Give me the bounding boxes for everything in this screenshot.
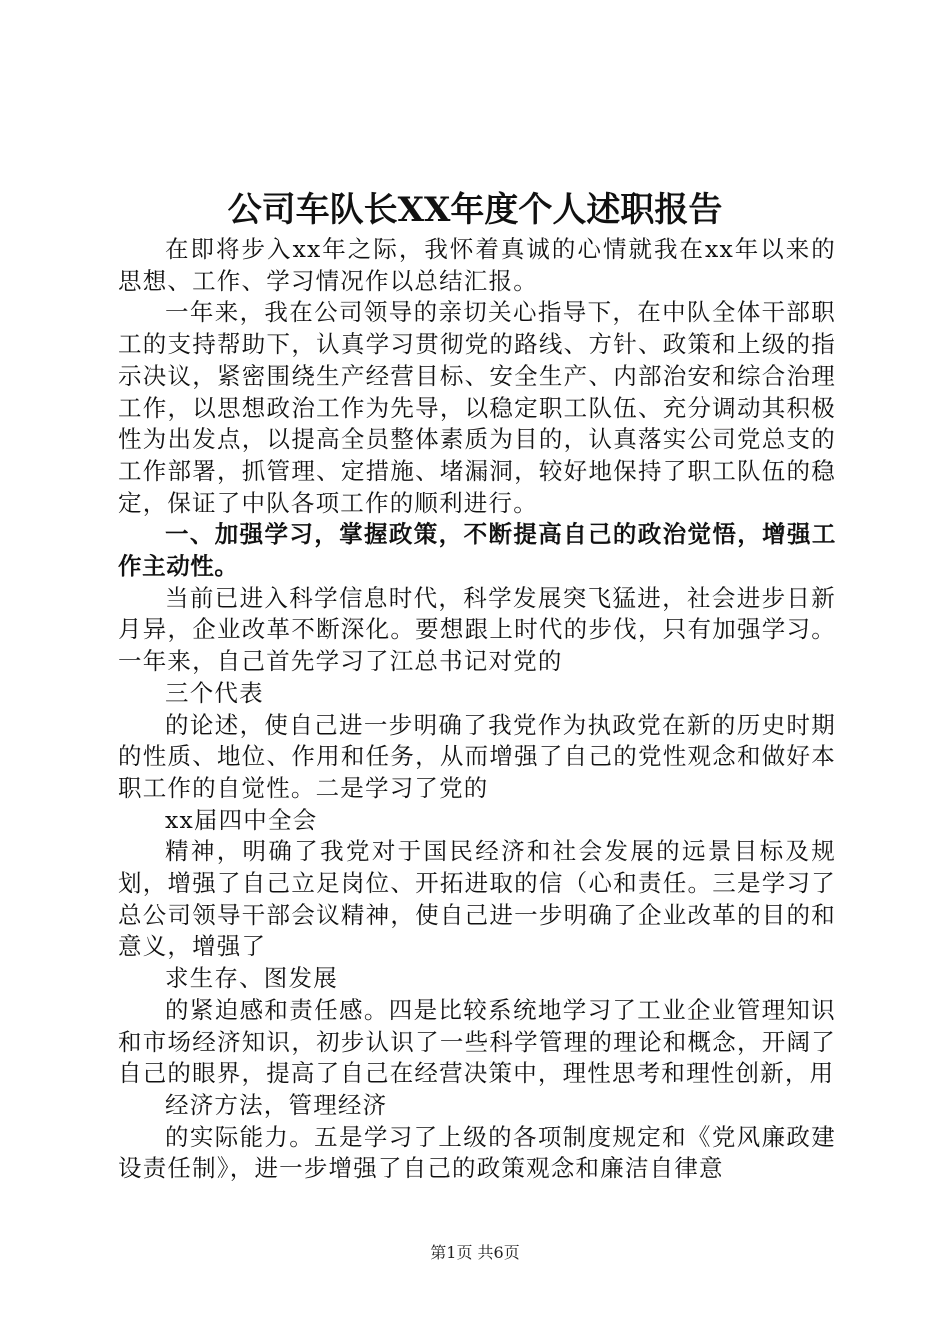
- paragraph-overview: 一年来，我在公司领导的亲切关心指导下，在中队全体干部职工的支持帮助下，认真学习贯彻党的路线、方针、政策和上级的指示决议，紧密围绕生产经营目标、安全生产、内部治安和综合治理工作，以思想政治工作为先导，以稳定职工队伍、充分调动其积极性为出发点，以提高全员整体素质为目的，认真落实公司党总支的工作部署，抓管理、定措施、堵漏洞，较好地保持了职工队伍的稳定，保证了中队各项工作的顺利进行。: [118, 298, 836, 517]
- paragraph-fragment-three-represents: 三个代表: [165, 678, 264, 707]
- section-heading-1: 一、加强学习，掌握政策，不断提高自己的政治觉悟，增强工作主动性。: [118, 520, 836, 581]
- paragraph-fragment-survival: 求生存、图发展: [165, 964, 338, 993]
- document-body: [118, 234, 836, 1185]
- document-title: 公司车队长XX年度个人述职报告: [227, 190, 723, 230]
- paragraph-study-1: 当前已进入科学信息时代，科学发展突飞猛进，社会进步日新月异，企业改革不断深化。要想跟上时代的步伐，只有加强学习。一年来，自己首先学习了江总书记对党的: [118, 583, 836, 676]
- paragraph-intro: 在即将步入xx年之际，我怀着真诚的心情就我在xx年以来的思想、工作、学习情况作以总结汇报。: [118, 235, 836, 295]
- paragraph-fragment-plenary: xx届四中全会: [165, 805, 318, 834]
- paragraph-fragment-economics: 经济方法，管理经济: [165, 1090, 388, 1119]
- paragraph-study-4: 的紧迫感和责任感。四是比较系统地学习了工业企业管理知识和市场经济知识，初步认识了一些科学管理的理论和概念，开阔了自己的眼界，提高了自己在经营决策中，理性思考和理性创新，用: [118, 995, 836, 1088]
- paragraph-study-2: 的论述，使自己进一步明确了我党作为执政党在新的历史时期的性质、地位、作用和任务，从而增强了自己的党性观念和做好本职工作的自觉性。二是学习了党的: [118, 710, 836, 802]
- paragraph-study-5: 的实际能力。五是学习了上级的各项制度规定和《党风廉政建设责任制》，进一步增强了自己的政策观念和廉洁自律意: [118, 1122, 836, 1183]
- page-footer: 第1页 共6页: [430, 1243, 520, 1262]
- paragraph-study-3: 精神，明确了我党对于国民经济和社会发展的远景目标及规划，增强了自己立足岗位、开拓进取的信（心和责任。三是学习了总公司领导干部会议精神，使自己进一步明确了企业改革的目的和意义，增强了: [118, 837, 836, 961]
